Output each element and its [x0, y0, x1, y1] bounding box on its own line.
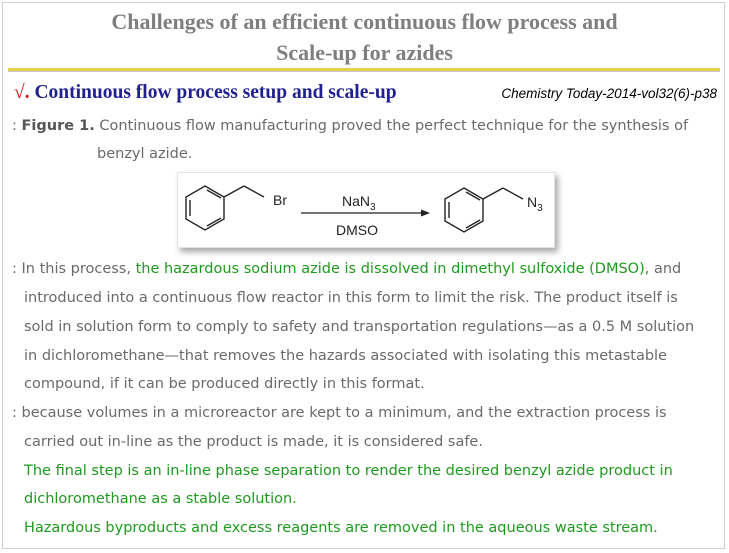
paragraph-2-green-line-3: Hazardous byproducts and excess reagents are removed in the aqueous waste stream.	[24, 520, 658, 536]
title-line-1: Challenges of an efficient continuous flow process and	[111, 9, 618, 34]
figure-caption-line-1: : Figure 1. Continuous flow manufacturing proved the perfect technique for the synthesis of	[12, 118, 689, 134]
section-heading-text: Continuous flow process setup and scale-up	[34, 82, 397, 103]
solvent-label: DMSO	[336, 222, 378, 238]
figure-label: Figure 1.	[21, 118, 95, 134]
arrow-head-icon	[421, 210, 430, 217]
reagent-label: NaN$_3$	[342, 193, 376, 213]
paragraph-1-line-4: in dichloromethane—that removes the hazards associated with isolating this metastable	[24, 348, 667, 364]
title-underline-shadow	[8, 71, 720, 72]
title-line-2: Scale-up for azides	[276, 40, 453, 65]
paragraph-1-line-2: introduced into a continuous flow reactor in this form to limit the risk. The product itself is	[24, 290, 678, 306]
paragraph-2-line-1: : because volumes in a microreactor are kept to a minimum, and the extraction process is	[12, 405, 667, 421]
paragraph-1-line-1: : In this process, the hazardous sodium azide is dissolved in dimethyl sulfoxide (DMSO), and	[12, 261, 682, 277]
reaction-scheme-drawing	[178, 173, 554, 247]
slide-title	[0, 6, 729, 68]
paragraph-1-line-3: sold in solution form to comply to safety and transportation regulations—as a 0.5 M solution	[24, 319, 695, 335]
check-mark-icon: √.	[14, 82, 30, 103]
highlight-dmso: the hazardous sodium azide is dissolved in dimethyl sulfoxide (DMSO),	[135, 261, 650, 277]
citation: Chemistry Today-2014-vol32(6)-p38	[501, 86, 717, 101]
section-heading	[14, 82, 397, 104]
paragraph-2-green-line-2: dichloromethane as a stable solution.	[24, 491, 297, 507]
azide-label: $N_3$	[527, 194, 543, 214]
reaction-scheme	[177, 172, 555, 248]
paragraph-2-green-line-1: The final step is an in-line phase separation to render the desired benzyl azide product in	[24, 463, 673, 479]
benzyl-azide-structure	[445, 188, 523, 232]
paragraph-2-line-2: carried out in-line as the product is made, it is considered safe.	[24, 434, 483, 450]
benzyl-bromide-structure	[186, 186, 264, 230]
figure-caption-line-2: benzyl azide.	[97, 146, 193, 162]
paragraph-1-line-5: compound, if it can be produced directly in this format.	[24, 376, 425, 392]
bromine-label: Br	[273, 192, 287, 208]
